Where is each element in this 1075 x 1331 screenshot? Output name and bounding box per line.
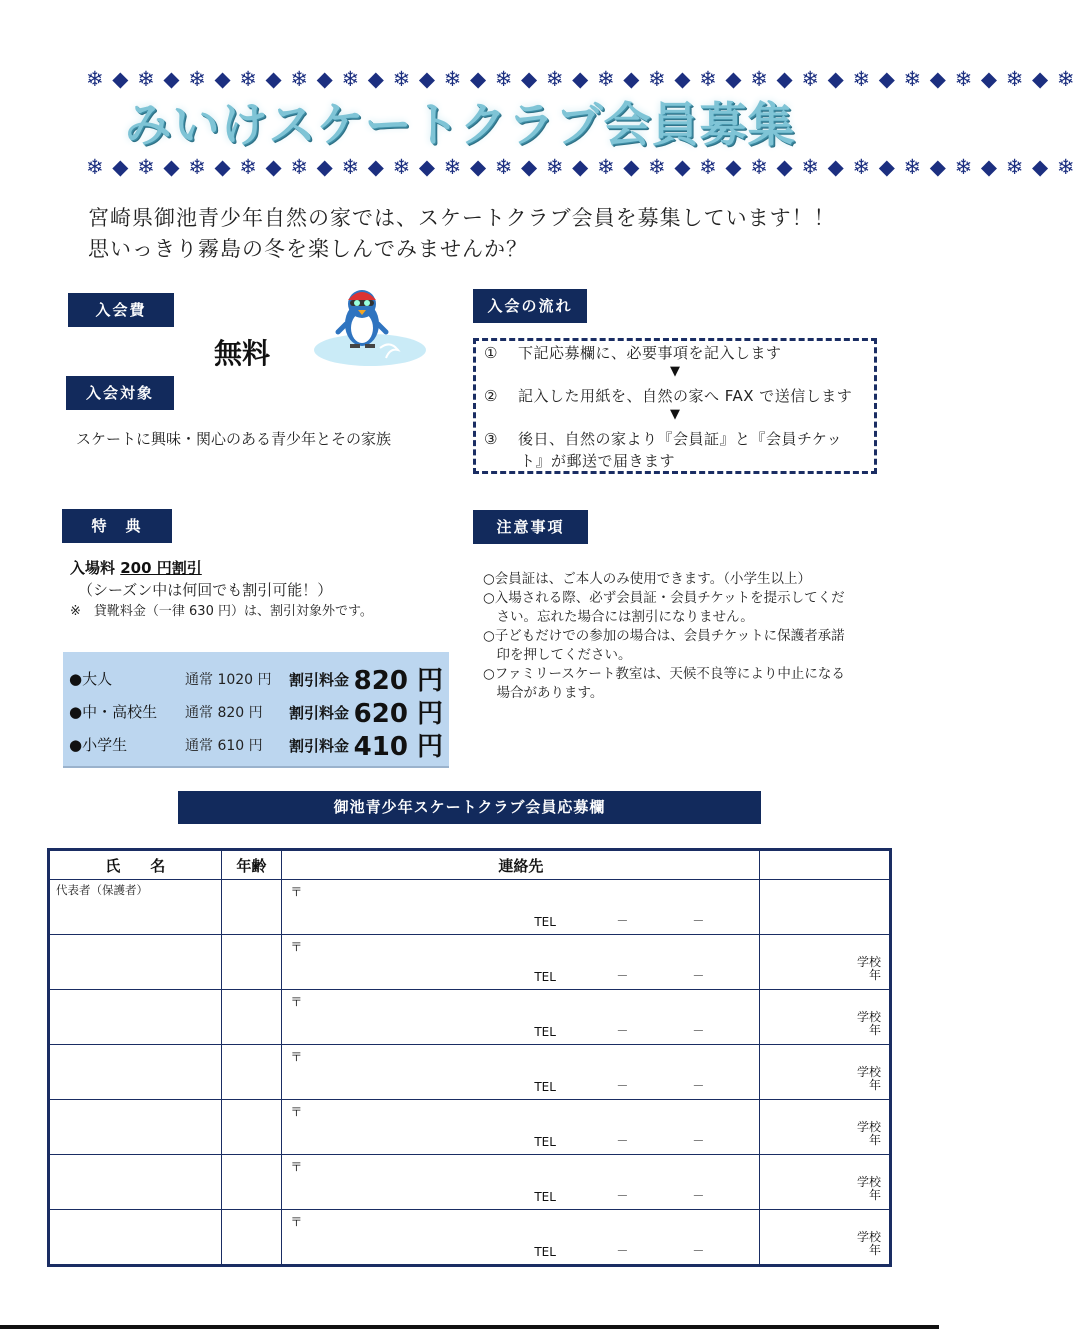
tel-dash: －	[616, 1134, 629, 1148]
note-item: さい。忘れた場合には割引になりません。	[483, 609, 754, 625]
header-extra	[760, 850, 891, 880]
age-field[interactable]	[221, 935, 282, 990]
note-item: ○会員証は、ご本人のみ使用できます。（小学生以上）	[483, 571, 811, 587]
grade-label: 年	[868, 1023, 881, 1037]
contact-field[interactable]	[282, 1100, 760, 1155]
price-row-highschool	[63, 693, 449, 729]
table-row-representative	[49, 880, 891, 935]
discount-label: 割引料金	[289, 704, 350, 722]
note-item: ○ファミリースケート教室は、天候不良等により中止になる	[483, 666, 845, 682]
contact-field[interactable]	[282, 1155, 760, 1210]
price-row-adult	[63, 660, 449, 696]
benefit-discount: 入場料 200 円割引	[70, 559, 202, 577]
tel-dash: －	[692, 1134, 705, 1148]
postal-mark-icon: 〒	[290, 885, 303, 899]
application-form-title: 御池青少年スケートクラブ会員応募欄	[178, 791, 761, 824]
extra-field[interactable]	[760, 880, 891, 935]
table-row	[49, 990, 891, 1045]
snowflake-border-bottom: ❄ ◆ ❄ ◆ ❄ ◆ ❄ ◆ ❄ ◆ ❄ ◆ ❄ ◆ ❄ ◆ ❄ ◆ ❄ ◆ ❄ ◆ ❄ ◆ ❄ ◆ ❄ ◆ ❄ ◆ ❄ ◆ ❄ ◆ ❄ ◆ ❄ ◆ ❄	[86, 155, 1075, 179]
age-field[interactable]	[221, 880, 282, 935]
postal-mark-icon: 〒	[290, 1160, 303, 1174]
application-form-table	[47, 848, 892, 1267]
name-field[interactable]	[49, 1045, 222, 1100]
price-category: ●中・高校生	[69, 703, 158, 721]
discount-price: 820 円	[353, 666, 443, 696]
note-item: 場合があります。	[483, 685, 604, 701]
school-label: 学校	[856, 1065, 881, 1079]
page-title: みいけスケートクラブ会員募集	[124, 98, 796, 153]
tel-label: TEL	[534, 1190, 556, 1204]
tel-label: TEL	[534, 1080, 556, 1094]
age-field[interactable]	[221, 1210, 282, 1266]
age-field[interactable]	[221, 1045, 282, 1100]
tel-dash: －	[616, 969, 629, 983]
school-field[interactable]	[760, 990, 891, 1045]
normal-price: 通常 610 円	[185, 738, 263, 754]
tel-dash: －	[692, 1244, 705, 1258]
tel-dash: －	[616, 1079, 629, 1093]
postal-mark-icon: 〒	[290, 1105, 303, 1119]
name-field[interactable]	[49, 1155, 222, 1210]
discount-price: 410 円	[353, 732, 443, 762]
school-label: 学校	[856, 1010, 881, 1024]
benefit-note-2: ※ 貸靴料金（一律 630 円）は、割引対象外です。	[70, 604, 373, 619]
note-item: ○子どもだけでの参加の場合は、会員チケットに保護者承諾	[483, 628, 845, 644]
contact-field[interactable]	[282, 880, 760, 935]
grade-label: 年	[868, 1133, 881, 1147]
tel-dash: －	[692, 914, 705, 928]
tel-dash: －	[616, 1189, 629, 1203]
header-age: 年齢	[221, 850, 282, 880]
tel-label: TEL	[534, 1245, 556, 1259]
tel-dash: －	[692, 969, 705, 983]
school-label: 学校	[856, 1175, 881, 1189]
intro-line-2: 思いっきり霧島の冬を楽しんでみませんか？	[88, 237, 528, 261]
postal-mark-icon: 〒	[290, 940, 303, 954]
postal-mark-icon: 〒	[290, 995, 303, 1009]
flow-step-1: ① 下記応募欄に、必要事項を記入します	[484, 344, 782, 362]
name-field[interactable]	[49, 1100, 222, 1155]
contact-field[interactable]	[282, 1210, 760, 1266]
discount-price: 620 円	[353, 699, 443, 729]
tel-dash: －	[616, 914, 629, 928]
tel-label: TEL	[534, 1025, 556, 1039]
table-header-row	[49, 850, 891, 880]
grade-label: 年	[868, 1188, 881, 1202]
fee-value: 無料	[214, 337, 271, 370]
name-field[interactable]	[49, 880, 222, 935]
school-field[interactable]	[760, 1100, 891, 1155]
tel-dash: －	[692, 1079, 705, 1093]
age-field[interactable]	[221, 1100, 282, 1155]
school-label: 学校	[856, 1120, 881, 1134]
grade-label: 年	[868, 968, 881, 982]
header-contact: 連絡先	[282, 850, 760, 880]
school-field[interactable]	[760, 1045, 891, 1100]
target-label: 入会対象	[66, 376, 174, 410]
name-field[interactable]	[49, 935, 222, 990]
representative-label: 代表者（保護者）	[56, 883, 148, 897]
target-text: スケートに興味・関心のある青少年とその家族	[76, 430, 392, 448]
name-field[interactable]	[49, 990, 222, 1045]
tel-dash: －	[616, 1244, 629, 1258]
age-field[interactable]	[221, 1155, 282, 1210]
arrow-down-icon: ▼	[670, 407, 680, 422]
grade-label: 年	[868, 1243, 881, 1257]
grade-label: 年	[868, 1078, 881, 1092]
discount-label: 割引料金	[289, 737, 350, 755]
school-field[interactable]	[760, 1155, 891, 1210]
note-item: ○入場される際、必ず会員証・会員チケットを提示してくだ	[483, 590, 845, 606]
name-field[interactable]	[49, 1210, 222, 1266]
penguin-skater-icon	[310, 286, 428, 370]
table-row	[49, 1155, 891, 1210]
tel-dash: －	[616, 1024, 629, 1038]
note-item: 印を押してください。	[483, 647, 632, 663]
benefit-note-1: （シーズン中は何回でも割引可能！）	[78, 581, 333, 599]
table-row	[49, 935, 891, 990]
school-field[interactable]	[760, 935, 891, 990]
flow-label: 入会の流れ	[473, 289, 587, 323]
flow-step-3-cont: ト』が郵送で届きます	[520, 452, 676, 470]
flow-step-2: ② 記入した用紙を、自然の家へ FAX で送信します	[484, 387, 853, 405]
contact-field[interactable]	[282, 990, 760, 1045]
tel-label: TEL	[534, 915, 556, 929]
notes-list	[483, 570, 878, 703]
tel-dash: －	[692, 1024, 705, 1038]
price-category: ●小学生	[69, 736, 128, 754]
table-row	[49, 1045, 891, 1100]
postal-mark-icon: 〒	[290, 1050, 303, 1064]
tel-dash: －	[692, 1189, 705, 1203]
contact-field[interactable]	[282, 1045, 760, 1100]
school-label: 学校	[856, 955, 881, 969]
price-row-elementary	[63, 726, 449, 762]
table-row	[49, 1210, 891, 1266]
snowflake-border-top: ❄ ◆ ❄ ◆ ❄ ◆ ❄ ◆ ❄ ◆ ❄ ◆ ❄ ◆ ❄ ◆ ❄ ◆ ❄ ◆ ❄ ◆ ❄ ◆ ❄ ◆ ❄ ◆ ❄ ◆ ❄ ◆ ❄ ◆ ❄ ◆ ❄ ◆ ❄	[86, 67, 1075, 91]
price-table	[63, 652, 449, 768]
age-field[interactable]	[221, 990, 282, 1045]
table-row	[49, 1100, 891, 1155]
arrow-down-icon: ▼	[670, 364, 680, 379]
bottom-divider	[0, 1325, 939, 1329]
normal-price: 通常 820 円	[185, 705, 263, 721]
postal-mark-icon: 〒	[290, 1215, 303, 1229]
header-name: 氏 名	[49, 850, 222, 880]
school-label: 学校	[856, 1230, 881, 1244]
flow-step-3: ③ 後日、自然の家より『会員証』と『会員チケッ	[484, 430, 843, 448]
tel-label: TEL	[534, 1135, 556, 1149]
price-category: ●大人	[69, 670, 113, 688]
tel-label: TEL	[534, 970, 556, 984]
school-field[interactable]	[760, 1210, 891, 1266]
contact-field[interactable]	[282, 935, 760, 990]
notes-label: 注意事項	[473, 510, 588, 544]
discount-label: 割引料金	[289, 671, 350, 689]
fee-label: 入会費	[68, 293, 174, 327]
normal-price: 通常 1020 円	[185, 672, 272, 688]
benefits-label: 特 典	[62, 509, 172, 543]
intro-line-1: 宮崎県御池青少年自然の家では、スケートクラブ会員を募集しています！！	[88, 206, 836, 230]
